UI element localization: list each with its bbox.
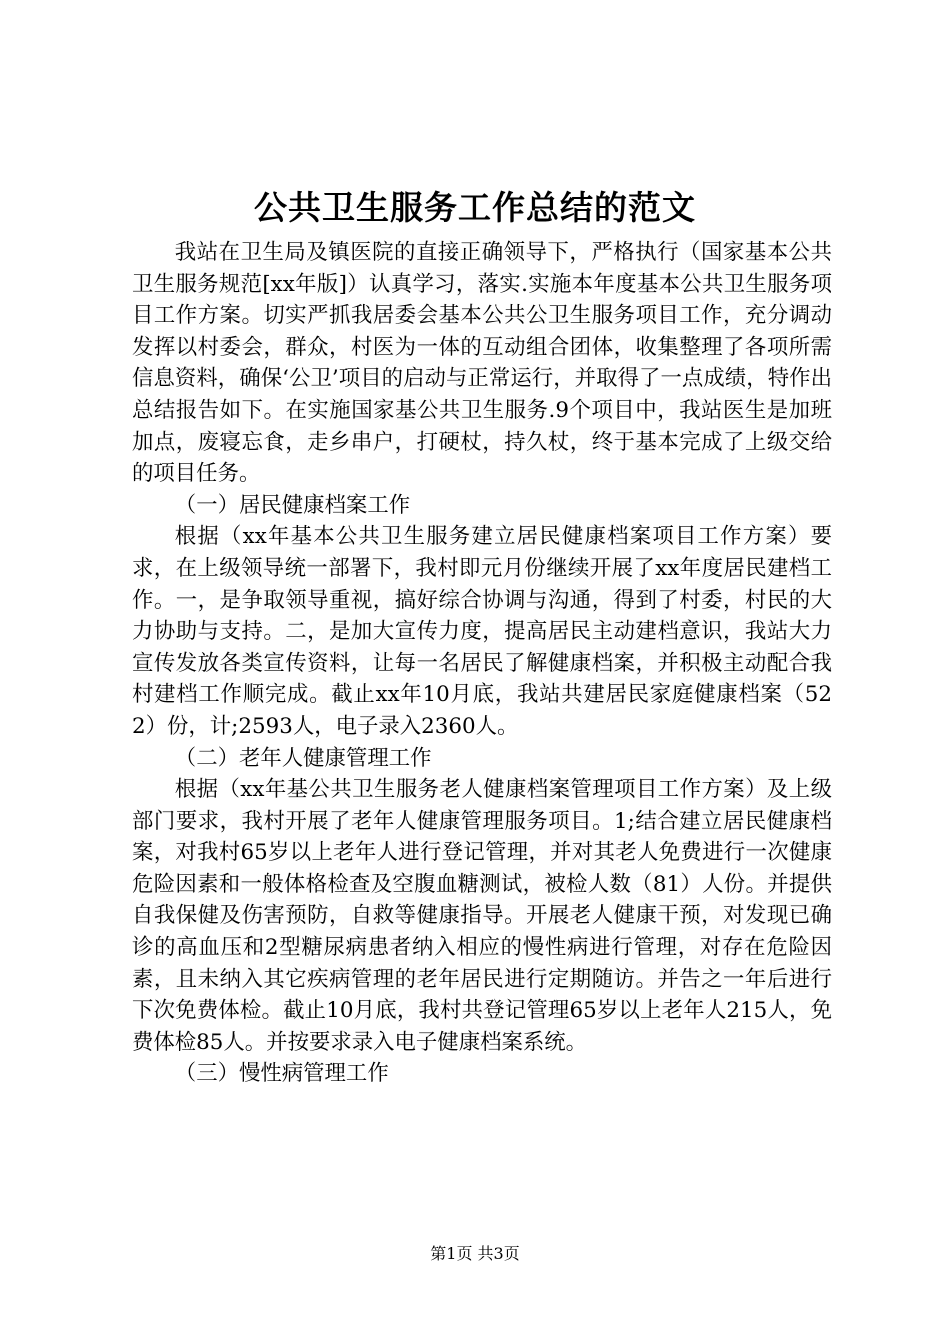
section-heading-resident-records: （一）居民健康档案工作 [174, 492, 411, 518]
page-title: 公共卫生服务工作总结的范文 [254, 188, 696, 227]
paragraph-elderly-health: 根据（xx年基公共卫生服务老人健康档案管理项目工作方案）及上级部门要求，我村开展了老年人健康管理服务项目。1;结合建立居民健康档案，对我村65岁以上老年人进行登记管理，并对其老人免费进行一次健康危险因素和一般体格检查及空腹血糖测试，被检人数（81）人份。并提供自我保健及伤害预防，自救等健康指导。开展老人健康干预，对发现已确诊的高血压和2型糖尿病患者纳入相应的慢性病进行管理，对存在危险因素，且未纳入其它疾病管理的老年居民进行定期随访。并告之一年后进行下次免费体检。截止10月底，我村共登记管理65岁以上老年人215人，免费体检85人。并按要求录入电子健康档案系统。 [132, 777, 832, 1055]
document-body [132, 237, 832, 1090]
page-number-footer: 第1页 共3页 [430, 1244, 520, 1263]
paragraph-intro: 我站在卫生局及镇医院的直接正确领导下，严格执行（国家基本公共卫生服务规范[xx年版]）认真学习，落实.实施本年度基本公共卫生服务项目工作方案。切实严抓我居委会基本公共公卫生服务项目工作，充分调动发挥以村委会，群众，村医为一体的互动组合团体，收集整理了各项所需信息资料，确保‘公卫’项目的启动与正常运行，并取得了一点成绩，特作出总结报告如下。在实施国家基公共卫生服务.9个项目中，我站医生是加班加点，废寝忘食，走乡串户，打硬杖，持久杖，终于基本完成了上级交给的项目任务。 [132, 240, 832, 487]
section-heading-chronic-disease: （三）慢性病管理工作 [174, 1061, 389, 1087]
paragraph-resident-records: 根据（xx年基本公共卫生服务建立居民健康档案项目工作方案）要求，在上级领导统一部署下，我村即元月份继续开展了xx年度居民建档工作。一，是争取领导重视，搞好综合协调与沟通，得到了村委，村民的大力协助与支持。二，是加大宣传力度，提高居民主动建档意识，我站大力宣传发放各类宣传资料，让每一名居民了解健康档案，并积极主动配合我村建档工作顺完成。截止xx年10月底，我站共建居民家庭健康档案（522）份，计;2593人，电子录入2360人。 [132, 524, 832, 739]
section-heading-elderly-health: （二）老年人健康管理工作 [174, 745, 432, 771]
